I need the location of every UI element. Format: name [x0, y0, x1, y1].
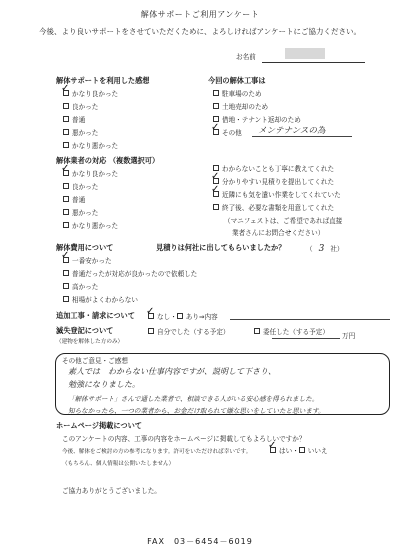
q5-option[interactable]: 高かった — [63, 281, 98, 291]
q3-option[interactable]: かなり悪かった — [63, 220, 118, 230]
checkmark-icon: ✓ — [61, 83, 70, 94]
q6-answer[interactable]: （ 3 社） — [306, 244, 344, 254]
checkmark-icon: ✓ — [146, 306, 155, 317]
homepage-question: このアンケートの内容、工事の内容をホームページに掲載してもよろしいですか？ — [62, 435, 306, 443]
checkmark-icon: ✓ — [61, 250, 70, 261]
q8-subnote: （建物を解体した方のみ） — [56, 339, 124, 345]
q2-option[interactable]: 土地売却のため — [213, 101, 268, 111]
q7-heading: 追加工事・請求について — [56, 311, 135, 320]
q8-option-self[interactable]: 自分でした（する予定） — [148, 326, 230, 336]
comments-heading: その他ご意見・ご感想 — [62, 357, 128, 365]
comments-line: 素人では わからない仕事内容ですが、説明して下さり、 — [68, 367, 276, 376]
q2-other-underline — [252, 136, 352, 137]
q5-option[interactable]: 一番安かった — [63, 255, 112, 265]
q4-option[interactable]: わからないことも丁寧に教えてくれた — [213, 163, 334, 173]
q5-option[interactable]: 普通だったが対応が良かったので依頼した — [63, 268, 197, 278]
q2-option[interactable]: その他 — [213, 127, 242, 137]
survey-title: 解体サポートご利用アンケート — [140, 10, 260, 19]
homepage-heading: ホームページ掲載について — [56, 421, 142, 430]
q4-option[interactable]: 近隣にも気を遣い作業をしてくれていた — [213, 189, 341, 199]
q1-option[interactable]: 普通 — [63, 114, 85, 124]
q2-option[interactable]: 借地・テナント返却のため — [213, 114, 301, 124]
q8-yen-label: 万円 — [342, 332, 356, 340]
q4-option[interactable]: 終了後、必要な書類を用意してくれた — [213, 202, 334, 212]
name-label: お名前 — [236, 53, 256, 61]
survey-intro: 今後、より良いサポートをさせていただくために、よろしければアンケートにご協力ください。 — [38, 27, 362, 36]
comments-line: 勉強になりました。 — [68, 380, 140, 389]
checkmark-icon: ✓ — [211, 184, 220, 195]
q1-option[interactable]: かなり悪かった — [63, 140, 118, 150]
checkmark-icon: ✓ — [211, 122, 220, 133]
q2-other-answer: メンテナンスの為 — [258, 126, 326, 136]
q3-option[interactable]: かなり良かった — [63, 168, 118, 178]
name-underline — [262, 62, 365, 63]
q8-heading: 滅失登記について — [56, 326, 114, 335]
q4-option[interactable]: 分かりやすい見積りを提出してくれた — [213, 176, 334, 186]
checkmark-icon: ✓ — [268, 440, 277, 451]
homepage-privacy: （もちろん、個人情報は公開いたしません） — [62, 461, 175, 467]
q1-option[interactable]: かなり良かった — [63, 88, 118, 98]
q7-detail-underline — [230, 319, 390, 320]
checkmark-icon: ✓ — [211, 171, 220, 182]
q8-amount-underline — [272, 338, 340, 339]
q1-option[interactable]: 悪かった — [63, 127, 98, 137]
q4-note-line2: 業者さんにお問合せください） — [232, 229, 325, 237]
q3-option[interactable]: 良かった — [63, 181, 98, 191]
q8-option-delegate[interactable]: 委任した（する予定） — [254, 326, 329, 336]
q3-option[interactable]: 悪かった — [63, 207, 98, 217]
q5-option[interactable]: 相場がよくわからない — [63, 294, 138, 304]
q5-heading: 解体費用について — [56, 243, 114, 252]
q2-option[interactable]: 駐車場のため — [213, 88, 262, 98]
q4-note-line1: （マニフェストは、ご希望であれば直接 — [224, 217, 343, 225]
q7-options[interactable]: なし・ あり⇒内容 — [148, 311, 218, 321]
q1-option[interactable]: 良かった — [63, 101, 98, 111]
q1-heading: 解体サポートを利用した感想 — [56, 76, 150, 85]
name-redaction — [285, 48, 325, 59]
homepage-note: 今後、解体をご検討の方の参考になります。許可をいただければ幸いです。 — [62, 449, 252, 455]
q3-heading: 解体業者の対応 （複数選択可） — [56, 156, 160, 165]
q2-heading: 今回の解体工事は — [208, 76, 266, 85]
comments-line: 知らなかったら、一つの業者から、お金だけ取られて嫌な思いをしていたと思います。 — [68, 407, 325, 415]
comments-line: 「解体サポート」さんで通した業者で、相談できる人がいる安心感を得られました。 — [68, 395, 319, 403]
homepage-answer[interactable]: はい・ いいえ — [270, 445, 328, 455]
q6-question: 見積りは何社に出してもらいましたか？ — [156, 243, 286, 252]
checkmark-icon: ✓ — [61, 163, 70, 174]
thanks-text: ご協力ありがとうございました。 — [62, 487, 161, 495]
q3-option[interactable]: 普通 — [63, 194, 85, 204]
fax-number: FAX 03－6454－6019 — [147, 537, 253, 546]
